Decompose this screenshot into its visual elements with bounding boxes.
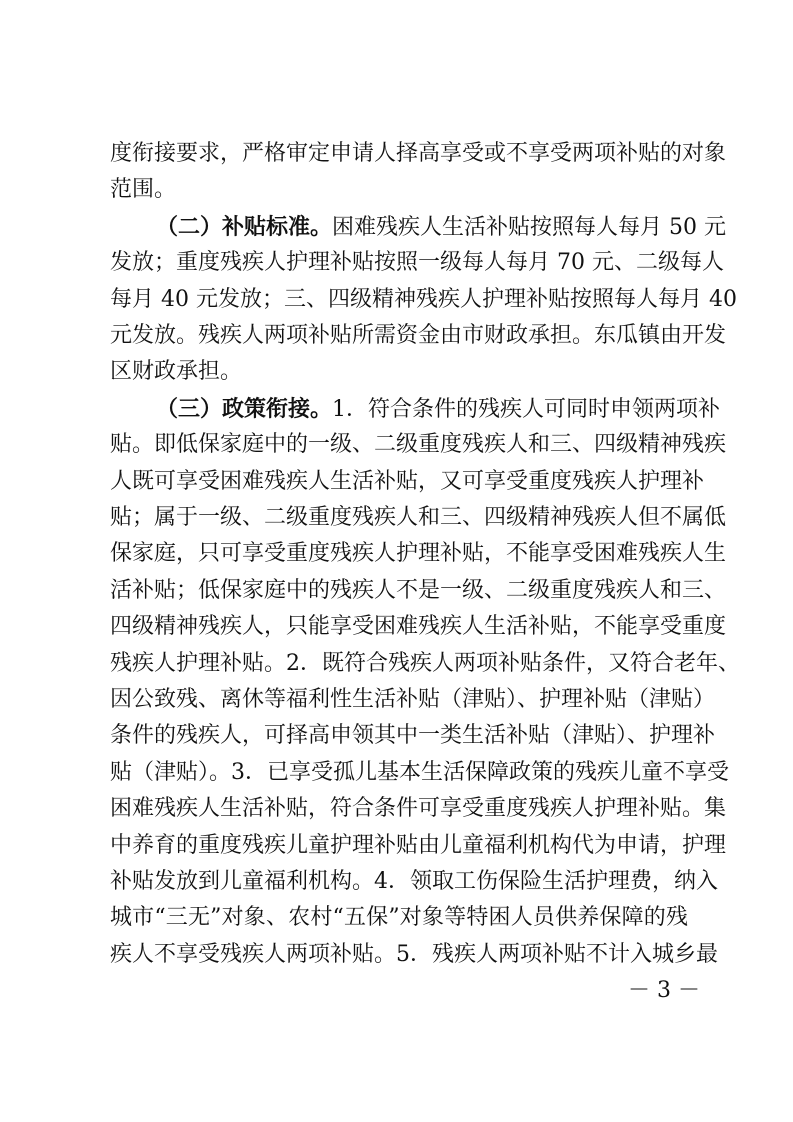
paragraph-line: 保家庭，只可享受重度残疾人护理补贴，不能享受困难残疾人生 xyxy=(110,541,727,566)
paragraph-text: 1．符合条件的残疾人可同时申领两项补 xyxy=(332,397,721,422)
paragraph-line: 区财政承担。 xyxy=(110,359,243,384)
section-heading-line xyxy=(156,211,726,243)
paragraph-text: 困难残疾人生活补贴按照每人每月 50 元 xyxy=(332,215,726,240)
paragraph-line: 范围。 xyxy=(110,177,177,202)
paragraph-line: 度衔接要求，严格审定申请人择高享受或不享受两项补贴的对象 xyxy=(110,141,727,166)
paragraph-line: 残疾人护理补贴。2．既符合残疾人两项补贴条件，又符合老年、 xyxy=(110,651,740,676)
paragraph-line: 元发放。残疾人两项补贴所需资金由市财政承担。东瓜镇由开发 xyxy=(110,323,727,348)
section-heading-policy-connection: （三）政策衔接。 xyxy=(156,396,333,422)
paragraph-line: 活补贴；低保家庭中的残疾人不是一级、二级重度残疾人和三、 xyxy=(110,578,727,603)
paragraph-line: 疾人不享受残疾人两项补贴。5．残疾人两项补贴不计入城乡最 xyxy=(110,942,718,967)
paragraph-line: 补贴发放到儿童福利机构。4．领取工伤保险生活护理费，纳入 xyxy=(110,869,718,894)
paragraph-line: 贴；属于一级、二级重度残疾人和三、四级精神残疾人但不属低 xyxy=(110,505,727,530)
paragraph-line: 贴。即低保家庭中的一级、二级重度残疾人和三、四级精神残疾 xyxy=(110,432,727,457)
paragraph-line: 四级精神残疾人，只能享受困难残疾人生活补贴，不能享受重度 xyxy=(110,614,727,639)
paragraph-line: 发放；重度残疾人护理补贴按照一级每人每月 70 元、二级每人 xyxy=(110,250,724,275)
paragraph-line: 困难残疾人生活补贴，符合条件可享受重度残疾人护理补贴。集 xyxy=(110,796,727,821)
paragraph-line: 城市“三无”对象、农村“五保”对象等特困人员供养保障的残 xyxy=(110,905,688,930)
section-heading-line xyxy=(156,393,721,425)
paragraph-line: 中养育的重度残疾儿童护理补贴由儿童福利机构代为申请，护理 xyxy=(110,833,727,858)
paragraph-line: 条件的残疾人，可择高申领其中一类生活补贴（津贴）、护理补 xyxy=(110,723,716,748)
paragraph-line: 因公致残、离休等福利性生活补贴（津贴）、护理补贴（津贴） xyxy=(110,687,716,712)
paragraph-line: 每月 40 元发放；三、四级精神残疾人护理补贴按照每人每月 40 xyxy=(110,287,737,312)
page-number: － 3 － xyxy=(628,978,700,1003)
section-heading-subsidy-standard: （二）补贴标准。 xyxy=(156,214,333,240)
paragraph-line: 人既可享受困难残疾人生活补贴，又可享受重度残疾人护理补 xyxy=(110,469,705,494)
paragraph-line: 贴（津贴）。3．已享受孤儿基本生活保障政策的残疾儿童不享受 xyxy=(110,760,729,785)
